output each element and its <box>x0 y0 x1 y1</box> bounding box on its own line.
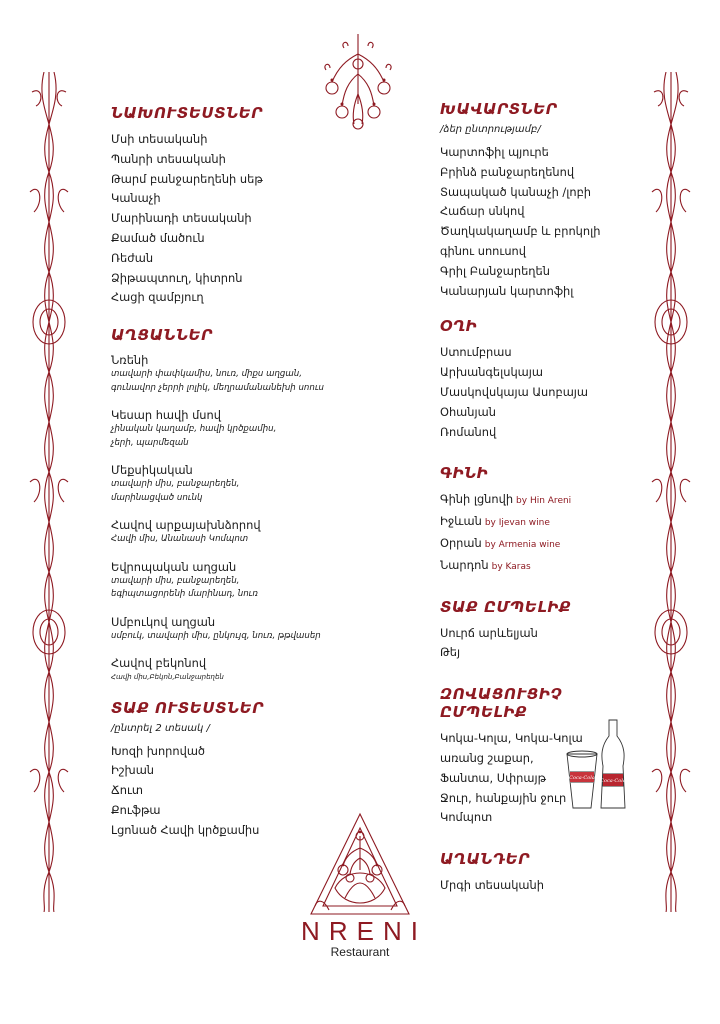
list-item: Լցոնած Հավի կրծքամիս <box>111 822 260 837</box>
dish-description: սմբուկ, տավարի միս, ընկույզ, նուռ, թթվասեր <box>111 630 321 641</box>
wine-producer: by Ijevan wine <box>484 518 550 529</box>
list-item: Ձիթապտուղ, կիտրոն <box>111 270 243 285</box>
wine-producer: by Armenia wine <box>484 539 561 550</box>
list-item <box>440 512 630 534</box>
list-item: Կոկա-Կոլա, Կոկա-Կոլա <box>440 731 583 746</box>
section-title: ՆԱԽՈՒՏԵՍՏՆԵՐ <box>111 104 263 122</box>
list-item: Կարտոֆիլ պյուրե <box>440 145 549 159</box>
list-item: Հաճար սնկով <box>440 204 525 219</box>
section-title: ՏԱՔ ՈՒՏԵՍՏՆԵՐ <box>111 698 264 717</box>
wine-name: Իջևան <box>440 514 482 529</box>
dish-name: Սմբուկով աղցան <box>111 614 216 629</box>
list-item: Ստումբրաս <box>440 345 512 360</box>
dish-description: Հավի միս, Անանասի Կոմպոտ <box>111 534 249 545</box>
dessert-section <box>440 850 630 896</box>
section-title: ՏԱՔ ԸՄՊԵԼԻՔ <box>440 597 572 616</box>
dish-item <box>111 517 366 547</box>
list-item: Ռեժան <box>111 250 154 265</box>
list-item: Ռոմանով <box>440 424 497 439</box>
coca-cola-bottle-icon <box>563 716 633 814</box>
list-item: Սուրճ արևելյան <box>440 625 538 640</box>
list-item: Մրգի տեսականի <box>440 878 544 893</box>
dish-name: Հավով բեկոնով <box>111 656 207 671</box>
list-item: Ծաղկակաղամբ և բրոկոլի <box>440 224 601 239</box>
list-item: Օհանյան <box>440 404 496 419</box>
dish-description: Հավի միս,Բեկոն,Բանջարեղեն <box>111 673 224 682</box>
list-item: Բրինձ բանջարեղենով <box>440 164 575 179</box>
list-item: Արխանգելսկայա <box>440 365 543 380</box>
svg-text:Coca-Cola: Coca-Cola <box>569 775 595 781</box>
dish-name: Մեքսիկական <box>111 463 193 478</box>
restaurant-logo <box>290 808 430 959</box>
wine-producer: by Karas <box>491 561 531 572</box>
list-item: Թարմ բանջարեղենի սեթ <box>111 171 263 186</box>
dish-name: Եվրոպական աղցան <box>111 559 237 574</box>
section-title: ՕՂԻ <box>440 317 478 336</box>
dish-description: չերի, պարմեզան <box>111 437 189 448</box>
list-item: Քամած մածուն <box>111 230 205 245</box>
garnish-section <box>440 100 630 301</box>
list-item <box>440 556 630 578</box>
dish-item <box>111 462 366 505</box>
dish-description: տավարի միս, բանջարեղեն, <box>111 575 240 586</box>
list-item <box>440 490 630 512</box>
list-item: Քուֆթա <box>111 803 161 818</box>
right-ornament-border <box>648 72 694 912</box>
list-item: Ֆանտա, Սփրայթ <box>440 770 546 785</box>
hot-drinks-section <box>440 598 630 664</box>
dish-item <box>111 352 366 395</box>
list-item <box>440 534 630 556</box>
left-column <box>111 104 366 861</box>
dish-item <box>111 407 366 450</box>
logo-name: NRENI <box>301 916 427 946</box>
logo-subtitle: Restaurant <box>330 945 390 959</box>
list-item: գինու սոուսով <box>440 243 526 258</box>
left-ornament-border <box>26 72 72 912</box>
section-title: ԱՂՑԱՆՆԵՐ <box>111 326 213 345</box>
dish-item <box>111 559 366 602</box>
dish-description: եգիպտացորենի մարինադ, նուռ <box>111 589 258 600</box>
list-item: Մասկովսկայա Ասոբայա <box>440 384 589 399</box>
list-item: Իշխան <box>111 763 155 778</box>
section-title: ԶՈՎԱՑՈՒՑԻՉ ԸՄՊԵԼԻՔ <box>440 685 563 722</box>
dish-description: մարինացված սունկ <box>111 492 203 503</box>
dish-description: գունավոր չերրի լոլիկ, մեղրամանանեխի սոուս <box>111 382 324 393</box>
svg-text:Coca-Cola: Coca-Cola <box>600 778 626 784</box>
list-item: Կանաչի <box>111 191 161 206</box>
salads-section <box>111 326 366 685</box>
wine-name: Գինի լցնովի <box>440 492 514 507</box>
wine-name: Օրրան <box>440 535 482 550</box>
dish-description: տավարի փափկամիս, նուռ, միքս աղցան, <box>111 369 302 380</box>
wine-section <box>440 464 630 577</box>
list-item: Խոզի խորոված <box>111 743 206 758</box>
section-title: ԽԱՎԱՐՏՆԵՐ <box>440 100 558 118</box>
list-item: Ճուտ <box>111 783 143 798</box>
list-item: Հացի զամբյուղ <box>111 290 204 305</box>
list-item: Տապակած կանաչի /լոբի <box>440 184 592 199</box>
dish-description: տավարի միս, բանջարեղեն, <box>111 479 240 490</box>
appetizers-section <box>111 104 366 308</box>
dish-name: Հավով արքայախնձորով <box>111 518 261 533</box>
list-item: Կոմպոտ <box>440 810 493 825</box>
list-item: Կանարյան կարտոֆիլ <box>440 283 574 298</box>
dish-description: չինական կաղամբ, հավի կրծքամիս, <box>111 424 277 435</box>
section-title: ԳԻՆԻ <box>440 464 489 483</box>
dish-name: Նռենի <box>111 353 149 368</box>
list-item: Մսի տեսականի <box>111 132 208 146</box>
list-item: Մարինադի տեսականի <box>111 211 252 226</box>
list-item: Գրիլ Բանջարեղեն <box>440 263 550 278</box>
section-title: ԱՂԱՆԴԵՐ <box>440 850 530 869</box>
dish-name: Կեսար հավի մսով <box>111 408 221 423</box>
list-item: Թեյ <box>440 645 461 660</box>
list-item: Պանրի տեսականի <box>111 151 226 166</box>
vodka-section <box>440 317 630 442</box>
dish-item <box>111 655 366 685</box>
section-note: /ձեր ընտրությամբ/ <box>440 124 541 135</box>
section-note: /ընտրել 2 տեսակ / <box>111 722 210 734</box>
list-item: Ջուր, հանքային ջուր <box>440 790 567 805</box>
wine-name: Նարդոն <box>440 557 489 572</box>
pomegranate-triangle-logo-icon <box>305 808 415 920</box>
list-item: առանց շաքար, <box>440 750 534 765</box>
wine-producer: by Hin Areni <box>516 496 572 507</box>
dish-item <box>111 614 366 644</box>
